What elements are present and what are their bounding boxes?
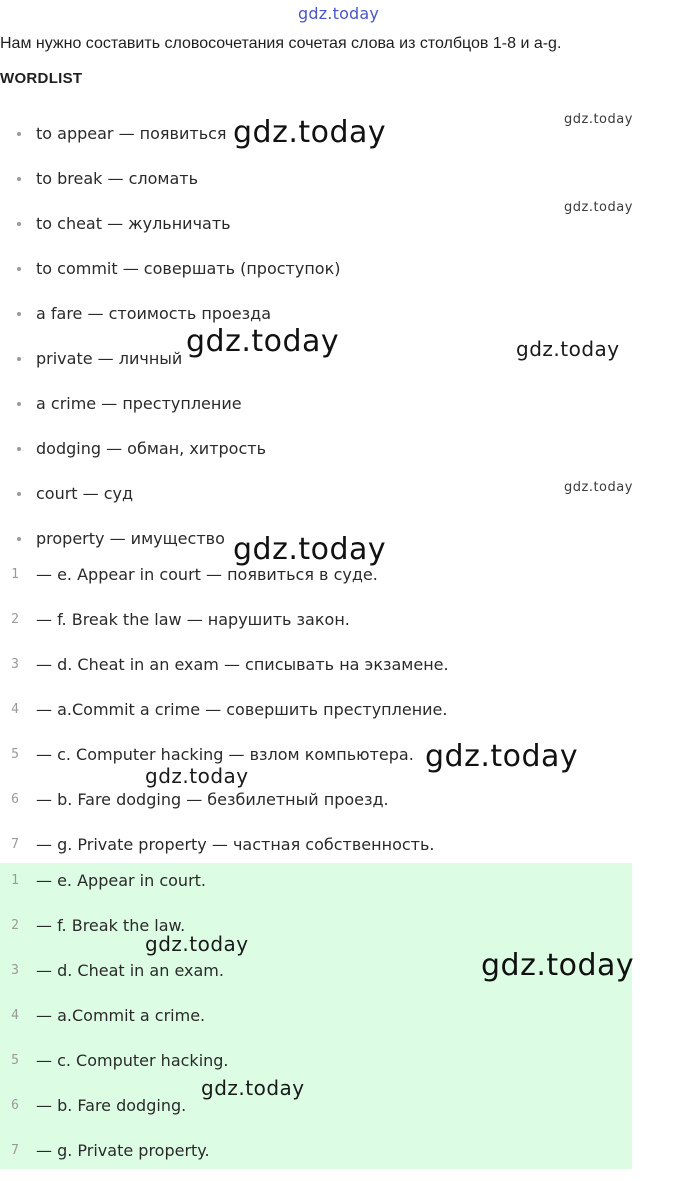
watermark: gdz.today — [233, 115, 387, 150]
list-item — [0, 785, 449, 830]
item-number: 5 — [11, 1053, 19, 1068]
wordlist-item-text: to cheat — жульничать — [36, 214, 231, 233]
item-text: — a.Commit a crime. — [36, 1006, 206, 1025]
bullet-icon — [17, 222, 21, 226]
watermark: gdz.today — [564, 480, 633, 495]
wordlist-item-text: property — имущество — [36, 529, 225, 548]
item-number: 2 — [11, 612, 19, 627]
item-number: 5 — [11, 747, 19, 762]
watermark: gdz.today — [564, 112, 633, 127]
bullet-icon — [17, 537, 21, 541]
wordlist-item — [0, 434, 340, 479]
wordlist-item-text: dodging — обман, хитрость — [36, 439, 267, 458]
item-text: — d. Cheat in an exam — списывать на экзамене. — [36, 655, 449, 674]
item-text: — c. Computer hacking — взлом компьютера. — [36, 745, 414, 764]
watermark: gdz.today — [201, 1076, 305, 1100]
item-text: — b. Fare dodging — безбилетный проезд. — [36, 790, 389, 809]
item-text: — f. Break the law — нарушить закон. — [36, 610, 350, 629]
wordlist-item-text: a fare — стоимость проезда — [36, 304, 271, 323]
item-number: 4 — [11, 702, 19, 717]
item-number: 6 — [11, 1098, 19, 1113]
wordlist-heading: WORDLIST — [0, 70, 83, 87]
item-text: — c. Computer hacking. — [36, 1051, 229, 1070]
watermark: gdz.today — [564, 200, 633, 215]
answer-list — [0, 866, 229, 1181]
list-item — [0, 1001, 229, 1046]
watermark: gdz.today — [425, 739, 579, 774]
list-item — [0, 1091, 229, 1136]
bullet-icon — [17, 402, 21, 406]
item-number: 1 — [11, 873, 19, 888]
wordlist-item-text: court — суд — [36, 484, 134, 503]
watermark: gdz.today — [481, 948, 635, 983]
item-text: — d. Cheat in an exam. — [36, 961, 224, 980]
watermark: gdz.today — [186, 324, 340, 359]
item-number: 1 — [11, 567, 19, 582]
item-text: — a.Commit a crime — совершить преступление. — [36, 700, 448, 719]
item-number: 7 — [11, 837, 19, 852]
wordlist-item-text: to appear — появиться — [36, 124, 227, 143]
wordlist-item — [0, 389, 340, 434]
item-text: — g. Private property. — [36, 1141, 210, 1160]
wordlist-item-text: a crime — преступление — [36, 394, 242, 413]
bullet-icon — [17, 132, 21, 136]
wordlist-item-text: to commit — совершать (проступок) — [36, 259, 341, 278]
wordlist-item — [0, 479, 340, 524]
item-number: 2 — [11, 918, 19, 933]
bullet-icon — [17, 492, 21, 496]
item-text: — f. Break the law. — [36, 916, 186, 935]
watermark: gdz.today — [516, 337, 620, 361]
task-instruction: Нам нужно составить словосочетания сочетая слова из столбцов 1-8 и a-g. — [0, 35, 562, 52]
list-item — [0, 866, 229, 911]
bullet-icon — [17, 312, 21, 316]
item-number: 4 — [11, 1008, 19, 1023]
list-item — [0, 650, 449, 695]
bullet-icon — [17, 267, 21, 271]
item-text: — e. Appear in court — появиться в суде. — [36, 565, 378, 584]
bullet-icon — [17, 357, 21, 361]
watermark: gdz.today — [145, 932, 249, 956]
top-watermark: gdz.today — [298, 4, 380, 23]
item-number: 7 — [11, 1143, 19, 1158]
list-item — [0, 605, 449, 650]
matches-translation-list — [0, 560, 449, 875]
item-number: 3 — [11, 657, 19, 672]
list-item — [0, 956, 229, 1001]
item-text: — e. Appear in court. — [36, 871, 207, 890]
wordlist-item — [0, 164, 340, 209]
item-text: — b. Fare dodging. — [36, 1096, 187, 1115]
list-item — [0, 1046, 229, 1091]
list-item — [0, 1136, 229, 1181]
item-number: 6 — [11, 792, 19, 807]
bullet-icon — [17, 177, 21, 181]
watermark: gdz.today — [145, 764, 249, 788]
wordlist-item-text: to break — сломать — [36, 169, 199, 188]
wordlist-item — [0, 254, 340, 299]
watermark: gdz.today — [233, 532, 387, 567]
item-number: 3 — [11, 963, 19, 978]
bullet-icon — [17, 447, 21, 451]
list-item — [0, 695, 449, 740]
wordlist-item-text: private — личный — [36, 349, 183, 368]
wordlist-item — [0, 209, 340, 254]
item-text: — g. Private property — частная собственность. — [36, 835, 435, 854]
